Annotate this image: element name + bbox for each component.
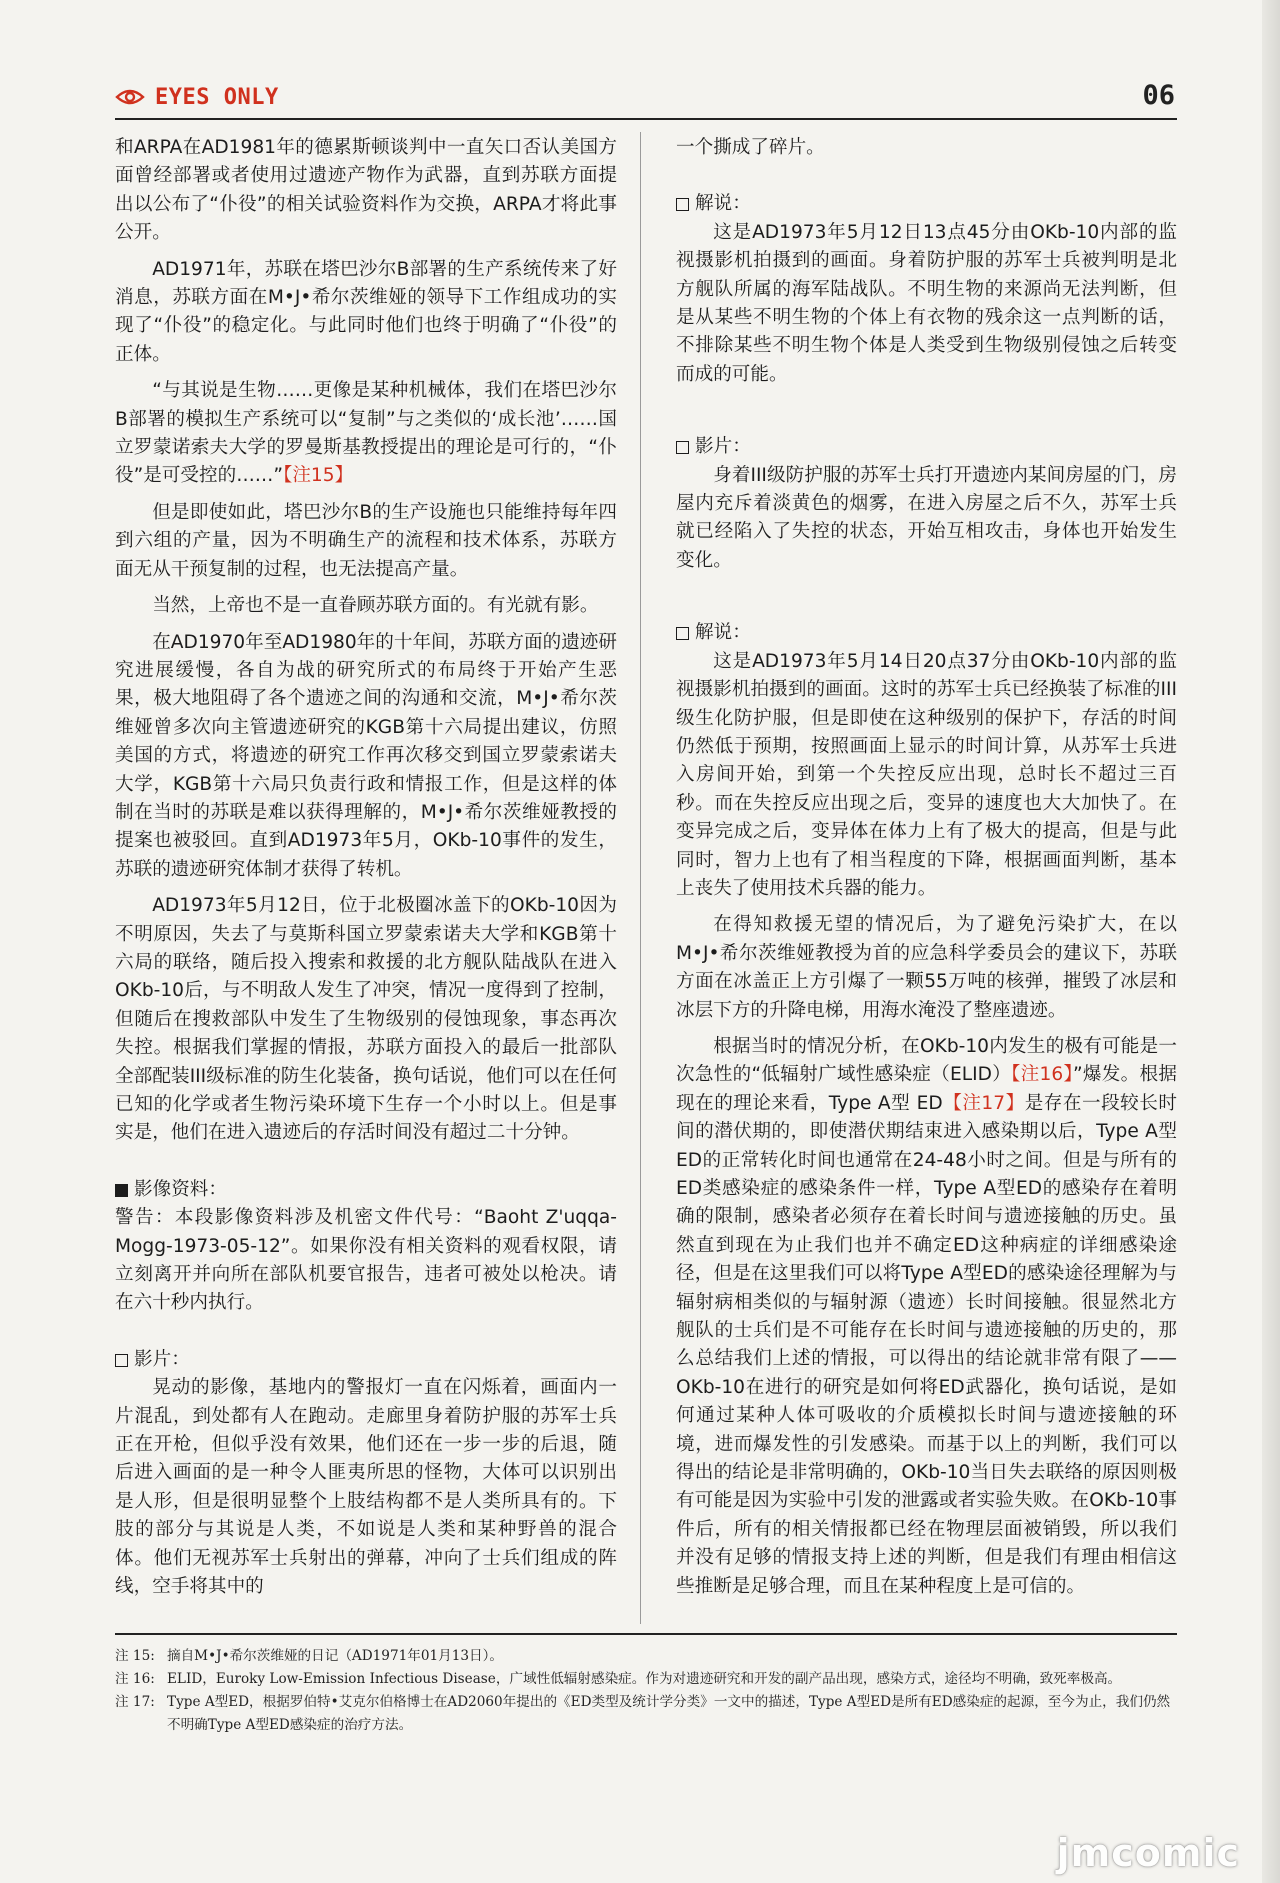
paragraph: 在AD1970年至AD1980年的十年间，苏联方面的遗迹研究进展缓慢，各自为战的研究所式的布局终于开始产生恶果，极大地阻碍了各个遗迹之间的沟通和交流，M•J•希尔茨维娅曾多次向主管遗迹研究的KGB第十六局提出建议，仿照美国的方式，将遗迹的研究工作再次移交到国立罗蒙索诺夫大学，KGB第十六局只负责行政和情报工作，但是这样的体制在当时的苏联是难以获得理解的，M•J•希尔茨维娅教授的提案也被驳回。直到AD1973年5月，OKb-10事件的发生，苏联的遗迹研究体制才获得了转机。: [115, 631, 617, 880]
watermark: jmcomic: [1056, 1831, 1240, 1875]
text-segment: ”爆发。根据现在的理论来看，Type A型 ED: [676, 1064, 1177, 1114]
footnote-text: 摘自M•J•希尔茨维娅的日记（AD1971年01月13日）。: [167, 1648, 504, 1664]
note-ref-16[interactable]: 【注16】: [1011, 1064, 1074, 1086]
spacer: [115, 1318, 617, 1346]
spacer: [676, 417, 1177, 433]
right-column: [676, 134, 1177, 1601]
footnote-text: Type A型ED，根据罗伯特•艾克尔伯格博士在AD2060年提出的《ED类型及统计学分类》一文中的描述，Type A型ED是所有ED感染症的起源，至今为止，我们仍然不明确Type A型ED感染症的治疗方法。: [167, 1694, 1171, 1733]
paragraph: 但是即使如此，塔巴沙尔B的生产设施也只能维持每年四到六组的产量，因为不明确生产的流程和技术体系，苏联方面无从干预复制的过程，也无法提高产量。: [115, 501, 617, 580]
spacer: [676, 575, 1177, 603]
analysis-paragraph: [676, 1033, 1177, 1601]
note-ref-15[interactable]: 【注15】: [283, 465, 354, 487]
eye-icon: [115, 87, 145, 107]
spacer: [115, 1148, 617, 1176]
paragraph: AD1971年，苏联在塔巴沙尔B部署的生产系统传来了好消息，苏联方面在M•J•希尔茨维娅的领导下工作组成功的实现了“仆役”的稳定化。与此同时他们也终于明确了“仆役”的正体。: [115, 258, 617, 365]
checkbox-icon: [676, 441, 689, 454]
footnote-16: [115, 1668, 1177, 1691]
paragraph: 身着III级防护服的苏军士兵打开遗迹内某间房屋的门，房屋内充斥着淡黄色的烟雾，在进入房屋之后不久，苏军士兵就已经陷入了失控的状态，开始互相攻击，身体也开始发生变化。: [676, 464, 1177, 571]
left-column: [115, 134, 617, 1602]
section-heading: [115, 1346, 617, 1374]
section-heading: [676, 190, 1177, 218]
footnote-label: 注 16:: [115, 1671, 155, 1687]
heading-text: 影片：: [695, 436, 751, 458]
section-heading: [115, 1176, 617, 1204]
paragraph: AD1973年5月12日，位于北极圈冰盖下的OKb-10因为不明原因，失去了与莫斯科国立罗蒙索诺夫大学和KGB第十六局的联络，随后投入搜索和救援的北方舰队陆战队在进入OKb-10后，与不明敌人发生了冲突，情况一度得到了控制，但随后在搜救部队中发生了生物级别的侵蚀现象，事态再次失控。根据我们掌握的情报，苏联方面投入的最后一批部队全部配装III级标准的防生化装备，换句话说，他们可以在任何已知的化学或者生物污染环境下生存一个小时以上。但是事实是，他们在进入遗迹后的存活时间没有超过二十分钟。: [115, 895, 617, 1144]
paragraph: 这是AD1973年5月14日20点37分由OKb-10内部的监视摄影机拍摄到的画面。这时的苏军士兵已经换装了标准的III级生化防护服，但是即使在这种级别的保护下，存活的时间仍然低于预期，按照画面上显示的时间计算，从苏军士兵进入房间开始，到第一个失控反应出现，总时长不超过三百秒。而在失控反应出现之后，变异的速度也大大加快了。在变异完成之后，变异体在体力上有了极大的提高，但是与此同时，智力上也有了相当程度的下降，根据画面判断，基本上丧失了使用技术兵器的能力。: [676, 650, 1177, 899]
footnote-label: 注 17:: [115, 1694, 155, 1710]
text-segment: 是存在一段较长时间的潜伏期的，即使潜伏期结束进入感染期以后，Type A型ED的正常转化时间也通常在24-48小时之间。但是与所有的ED类感染症的感染条件一样，Type A型ED的感染存在着明确的限制，感染者必须存在着长时间与遗迹接触的历史。虽然直到现在为止我们也并不确定ED这种病症的详细感染途径，但是在这里我们可以将Type A型ED的感染途径理解为与辐射病相类似的与辐射源（遗迹）长时间接触。很显然北方舰队的士兵们是不可能存在长时间与遗迹接触的历史的，那么总结我们上述的情报，可以得出的结论就非常有限了——OKb-10在进行的研究是如何将ED武器化，换句话说，是如何通过某种人体可吸收的介质模拟长时间与遗迹接触的环境，进而爆发性的引发感染。而基于以上的判断，我们可以得出的结论是非常明确的，OKb-10当日失去联络的原因则极有可能是因为实验中引发的泄露或者实验失败。在OKb-10事件后，所有的相关情报都已经在物理层面被销毁，所以我们并没有足够的情报支持上述的判断，但是我们有理由相信这些推断是足够合理，而且在某种程度上是可信的。: [676, 1092, 1177, 1597]
spacer: [676, 603, 1177, 619]
checkbox-icon: [115, 1354, 128, 1367]
page-number: 06: [1142, 80, 1175, 111]
column-divider: [640, 132, 641, 1624]
note-ref-17[interactable]: 【注17】: [942, 1092, 1025, 1114]
filled-square-icon: [115, 1184, 128, 1197]
footnote-label: 注 15:: [115, 1648, 155, 1664]
heading-text: 解说：: [695, 622, 751, 644]
brand: [115, 82, 279, 112]
brand-title: EYES ONLY: [155, 84, 279, 110]
checkbox-icon: [676, 198, 689, 211]
quote-text: “与其说是生物……更像是某种机械体，我们在塔巴沙尔B部署的模拟生产系统可以“复制”与之类似的‘成长池’……国立罗蒙诺索夫大学的罗曼斯基教授提出的理论是可行的，“仆役”是可受控的……”: [115, 380, 617, 487]
spacer: [676, 389, 1177, 417]
heading-text: 解说：: [695, 193, 751, 215]
footnote-rule: [115, 1633, 1177, 1635]
text-segment: 根据当时的情况分析，在OKb-10内发生的极有可能是一次急性的“低辐射广域性感染症（ELID）: [676, 1035, 1177, 1086]
checkbox-icon: [676, 627, 689, 640]
paragraph: 这是AD1973年5月12日13点45分由OKb-10内部的监视摄影机拍摄到的画面。身着防护服的苏军士兵被判明是北方舰队所属的海军陆战队。不明生物的来源尚无法判断，但是从某些不明生物的个体上有衣物的残余这一点判断的话，不排除某些不明生物个体是人类受到生物级别侵蚀之后转变而成的可能。: [676, 221, 1177, 385]
heading-text: 影像资料：: [134, 1178, 227, 1200]
section-heading: [676, 433, 1177, 461]
section-heading: [676, 619, 1177, 647]
quote-paragraph: [115, 377, 617, 491]
warning-paragraph: 警告：本段影像资料涉及机密文件代号：“Baoht Z'uqqa-Mogg-1973-05-12”。如果你没有相关资料的观看权限，请立刻离开并向所在部队机要官报告，违者可被处以枪决。请在六十秒内执行。: [115, 1207, 617, 1314]
footnote-15: [115, 1645, 1177, 1668]
footnote-text: ELID，Euroky Low-Emission Infectious Disease，广域性低辐射感染症。作为对遗迹研究和开发的副产品出现，感染方式，途径均不明确，致死率极高。: [167, 1671, 1122, 1687]
paragraph: 晃动的影像，基地内的警报灯一直在闪烁着，画面内一片混乱，到处都有人在跑动。走廊里身着防护服的苏军士兵正在开枪，但似乎没有效果，他们还在一步一步的后退，随后进入画面的是一种令人匪夷所思的怪物，大体可以识别出是人形，但是很明显整个上肢结构都不是人类所具有的。下肢的部分与其说是人类，不如说是人类和某种野兽的混合体。他们无视苏军士兵射出的弹幕，冲向了士兵们组成的阵线，空手将其中的: [115, 1377, 617, 1598]
paragraph: 一个撕成了碎片。: [676, 137, 825, 158]
footnote-17: [115, 1691, 1177, 1737]
page-header: [115, 82, 1177, 120]
footnotes: [115, 1645, 1177, 1737]
paragraph: 和ARPA在AD1981年的德累斯顿谈判中一直矢口否认美国方面曾经部署或者使用过遗迹产物作为武器，直到苏联方面提出以公布了“仆役”的相关试验资料作为交换，ARPA才将此事公开。: [115, 137, 617, 244]
heading-text: 影片：: [134, 1348, 190, 1370]
page-edge: [1262, 0, 1280, 1883]
paragraph: 在得知救援无望的情况后，为了避免污染扩大，在以M•J•希尔茨维娅教授为首的应急科学委员会的建议下，苏联方面在冰盖正上方引爆了一颗55万吨的核弹，摧毁了冰层和冰层下方的升降电梯，用海水淹没了整座遗迹。: [676, 914, 1177, 1021]
paragraph: 当然，上帝也不是一直眷顾苏联方面的。有光就有影。: [152, 595, 599, 617]
spacer: [676, 162, 1177, 190]
